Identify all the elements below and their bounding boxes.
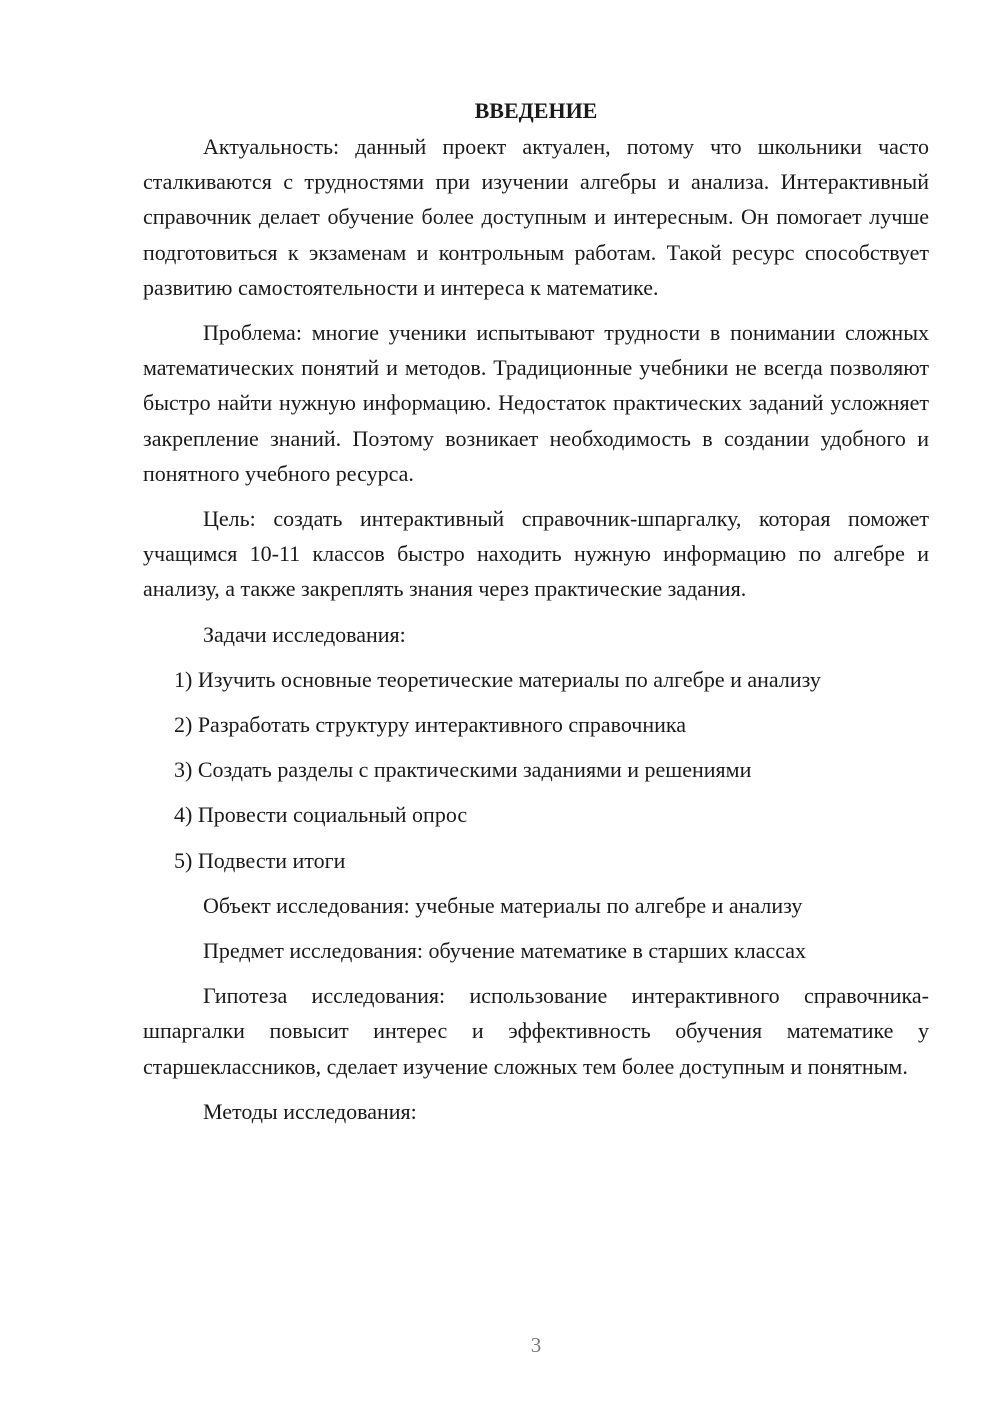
- tasks-heading: Задачи исследования:: [203, 621, 406, 647]
- document-page: [143, 93, 929, 1139]
- methods-heading: Методы исследования:: [203, 1098, 417, 1124]
- task-item-3: 3) Создать разделы с практическими заданиями и решениями: [174, 757, 752, 783]
- goal-paragraph: Цель: создать интерактивный справочник-шпаргалку, которая поможет учащимся 10-11 классов быстро находить нужную информацию по алгебре и анализу, а также закреплять знания через практические задания.: [143, 506, 929, 602]
- relevance-paragraph: Актуальность: данный проект актуален, потому что школьники часто сталкиваются с трудностями при изучении алгебры и анализа. Интерактивный справочник делает обучение более доступным и интересным. Он помогает лучше подготовиться к экзаменам и контрольным работам. Такой ресурс способствует развитию самостоятельности и интереса к математике.: [143, 134, 929, 300]
- object-line: Объект исследования: учебные материалы по алгебре и анализу: [203, 892, 803, 918]
- page-number: 3: [530, 1333, 542, 1357]
- hypothesis-paragraph: Гипотеза исследования: использование интерактивного справочника-шпаргалки повысит интерес и эффективность обучения математике у старшеклассников, сделает изучение сложных тем более доступным и понятным.: [143, 983, 929, 1079]
- task-item-1: 1) Изучить основные теоретические материалы по алгебре и анализу: [174, 666, 821, 692]
- task-item-5: 5) Подвести итоги: [174, 847, 346, 873]
- section-title: ВВЕДЕНИЕ: [474, 98, 598, 123]
- problem-paragraph: Проблема: многие ученики испытывают трудности в понимании сложных математических понятий и методов. Традиционные учебники не всегда позволяют быстро найти нужную информацию. Недостаток практических заданий усложняет закрепление знаний. Поэтому возникает необходимость в создании удобного и понятного учебного ресурса.: [143, 320, 929, 486]
- task-item-4: 4) Провести социальный опрос: [174, 802, 468, 828]
- subject-line: Предмет исследования: обучение математике в старших классах: [203, 938, 807, 964]
- task-item-2: 2) Разработать структуру интерактивного справочника: [174, 712, 687, 738]
